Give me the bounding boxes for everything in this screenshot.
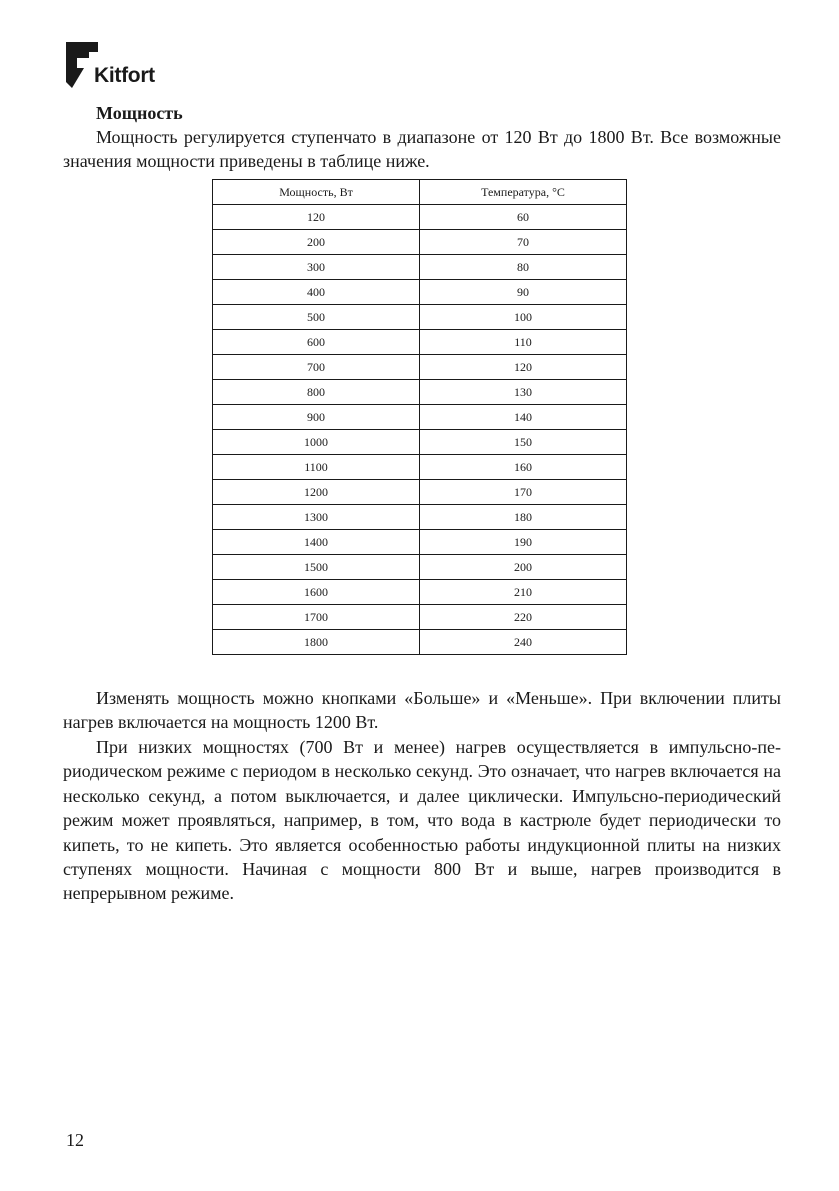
- temperature-cell: 130: [420, 380, 627, 405]
- temperature-cell: 110: [420, 330, 627, 355]
- temperature-cell: 160: [420, 455, 627, 480]
- column-header-temperature: Температура, °С: [420, 180, 627, 205]
- power-cell: 1800: [213, 630, 420, 655]
- temperature-cell: 220: [420, 605, 627, 630]
- power-cell: 1200: [213, 480, 420, 505]
- table-row: [213, 380, 627, 405]
- table-row: [213, 430, 627, 455]
- temperature-cell: 200: [420, 555, 627, 580]
- table-body: [213, 205, 627, 655]
- power-cell: 400: [213, 280, 420, 305]
- table-row: [213, 355, 627, 380]
- temperature-cell: 80: [420, 255, 627, 280]
- power-cell: 600: [213, 330, 420, 355]
- power-cell: 1100: [213, 455, 420, 480]
- column-header-power: Мощность, Вт: [213, 180, 420, 205]
- power-cell: 200: [213, 230, 420, 255]
- table-row: [213, 205, 627, 230]
- temperature-cell: 210: [420, 580, 627, 605]
- intro-paragraph: Мощность регулируется ступенчато в диапазоне от 120 Вт до 1800 Вт. Все возможные значения мощности приведены в таблице ниже.: [63, 127, 781, 172]
- table-row: [213, 455, 627, 480]
- table-row: [213, 605, 627, 630]
- table-row: [213, 280, 627, 305]
- table-row: [213, 405, 627, 430]
- temperature-cell: 240: [420, 630, 627, 655]
- power-cell: 1600: [213, 580, 420, 605]
- power-temperature-table: [212, 179, 627, 655]
- table-row: [213, 255, 627, 280]
- table-row: [213, 305, 627, 330]
- power-cell: 900: [213, 405, 420, 430]
- power-cell: 1500: [213, 555, 420, 580]
- temperature-cell: 120: [420, 355, 627, 380]
- temperature-cell: 140: [420, 405, 627, 430]
- temperature-cell: 60: [420, 205, 627, 230]
- logo-text: Kitfort: [94, 64, 155, 87]
- page-number: 12: [66, 1130, 84, 1150]
- temperature-cell: 170: [420, 480, 627, 505]
- section-heading: Мощность: [96, 103, 183, 123]
- brand-logo: [66, 42, 176, 92]
- buttons-paragraph: Изменять мощность можно кнопками «Больше» и «Меньше». При включении плиты нагрев включается на мощность 1200 Вт.: [63, 688, 781, 733]
- pulse-mode-paragraph: При низких мощностях (700 Вт и менее) нагрев осуществляется в импульсно-периодическом режиме с периодом в несколько секунд. Это означает, что нагрев включается на несколько секунд, а потом выключается, и далее циклически. Импульсно-периодический режим может проявляться, например, в том, что вода в кастрюле будет периодически то кипеть, то не кипеть. Это является особенностью работы индукционной плиты на низких ступенях мощности. Начиная с мощности 800 Вт и выше, нагрев производится в непрерывном режиме.: [63, 737, 781, 904]
- power-cell: 800: [213, 380, 420, 405]
- table-row: [213, 580, 627, 605]
- table-row: [213, 330, 627, 355]
- table-row: [213, 630, 627, 655]
- temperature-cell: 100: [420, 305, 627, 330]
- power-cell: 1000: [213, 430, 420, 455]
- temperature-cell: 90: [420, 280, 627, 305]
- temperature-cell: 150: [420, 430, 627, 455]
- power-cell: 700: [213, 355, 420, 380]
- table-row: [213, 555, 627, 580]
- power-cell: 300: [213, 255, 420, 280]
- power-cell: 500: [213, 305, 420, 330]
- table-header-row: [213, 180, 627, 205]
- temperature-cell: 180: [420, 505, 627, 530]
- table-row: [213, 230, 627, 255]
- temperature-cell: 70: [420, 230, 627, 255]
- power-cell: 1700: [213, 605, 420, 630]
- power-cell: 120: [213, 205, 420, 230]
- table-row: [213, 530, 627, 555]
- temperature-cell: 190: [420, 530, 627, 555]
- power-cell: 1300: [213, 505, 420, 530]
- power-cell: 1400: [213, 530, 420, 555]
- table-row: [213, 480, 627, 505]
- table-row: [213, 505, 627, 530]
